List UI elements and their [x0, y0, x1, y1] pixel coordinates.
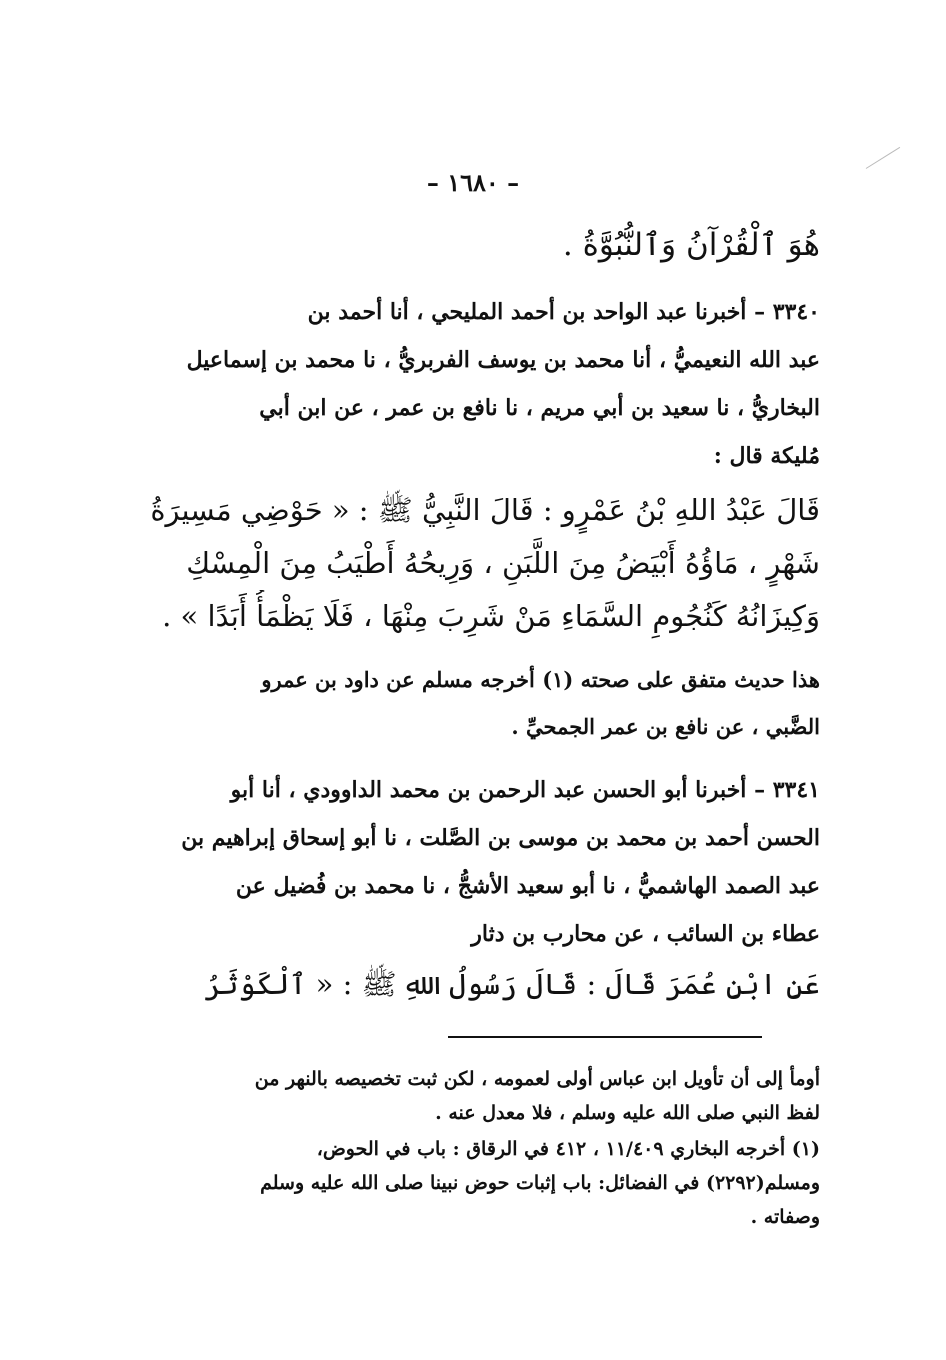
hadith-3341-matn [120, 958, 820, 1011]
commentary-line: الضَّبي ، عن نافع بن عمر الجمحيِّ . [511, 714, 820, 739]
matn-line: وَكِيزَانُهُ كَنُجُومِ السَّمَاءِ مَنْ شَرِبَ مِنْهَا ، فَلَا يَظْمَأُ أَبَدًا » . [162, 599, 820, 633]
isnad-line: ٣٣٤٠ – أخبرنا عبد الواحد بن أحمد المليحي ، أنا أحمد بن [307, 299, 820, 325]
footnote-line: لفظ النبي صلى الله عليه وسلم ، فلا معدل عنه . [435, 1102, 820, 1124]
isnad-line: عطاء بن السائب ، عن محارب بن دثار [471, 921, 820, 947]
isnad-line: البخاريُّ ، نا سعيد بن أبي مريم ، نا نافع بن عمر ، عن ابن أبي [259, 395, 820, 421]
isnad-line: الحسن أحمد بن محمد بن موسى بن الصَّلت ، نا أبو إسحاق إبراهيم بن [181, 825, 820, 851]
footnote-1-line: وصفاته . [750, 1206, 820, 1228]
isnad-line: عبد الله النعيميُّ ، أنا محمد بن يوسف الفربريُّ ، نا محمد بن إسماعيل [186, 347, 820, 373]
footnote-1-line: (١) أخرجه البخاري ١١/٤٠٩ ، ٤١٢ في الرقاق : باب في الحوض، [316, 1138, 820, 1160]
isnad-line: عبد الصمد الهاشميُّ ، نا أبو سعيد الأشجُّ ، نا محمد بن فُضيل عن [235, 873, 820, 899]
footnote-separator [448, 1036, 762, 1038]
commentary-line: هذا حديث متفق على صحته (١) أخرجه مسلم عن داود بن عمرو [261, 667, 820, 692]
hadith-3341-isnad [120, 766, 820, 958]
matn-line: قَالَ عَبْدُ اللهِ بْنُ عَمْرٍو : قَالَ النَّبِيُّ ﷺ : « حَوْضِي مَسِيرَةُ [150, 493, 820, 527]
hadith-3340-isnad [120, 288, 820, 480]
matn-line: عَنِ ابْنِ عُمَرَ قَالَ : قَالَ رَسُولُ اللهِ ﷺ : « ٱلْكَوْثَرُ [204, 967, 820, 1001]
isnad-line: ٣٣٤١ – أخبرنا أبو الحسن عبد الرحمن بن محمد الداوودي ، أنا أبو [230, 777, 820, 803]
matn-line: شَهْرٍ ، مَاؤُهُ أَبْيَضُ مِنَ اللَّبَنِ ، وَرِيحُهُ أَطْيَبُ مِنَ الْمِسْكِ [186, 546, 820, 580]
footnote-line: أومأ إلى أن تأويل ابن عباس أولى لعمومه ، لكن ثبت تخصيصه بالنهر من [254, 1068, 820, 1090]
hadith-3340-commentary [120, 656, 820, 750]
isnad-line: مُليكة قال : [713, 443, 820, 469]
scan-artifact [866, 147, 900, 169]
footnotes [120, 1062, 820, 1234]
footnote-1-line: ومسلم(٢٢٩٢) في الفضائل: باب إثبات حوض نبينا صلى الله عليه وسلم [260, 1172, 820, 1194]
hadith-3340-matn [120, 484, 820, 643]
quran-continuation: هُوَ ٱلْقُرْآنُ وَٱلنُّبُوَّةُ . [562, 227, 820, 263]
page-number: – ١٦٨٠ – [426, 168, 520, 197]
